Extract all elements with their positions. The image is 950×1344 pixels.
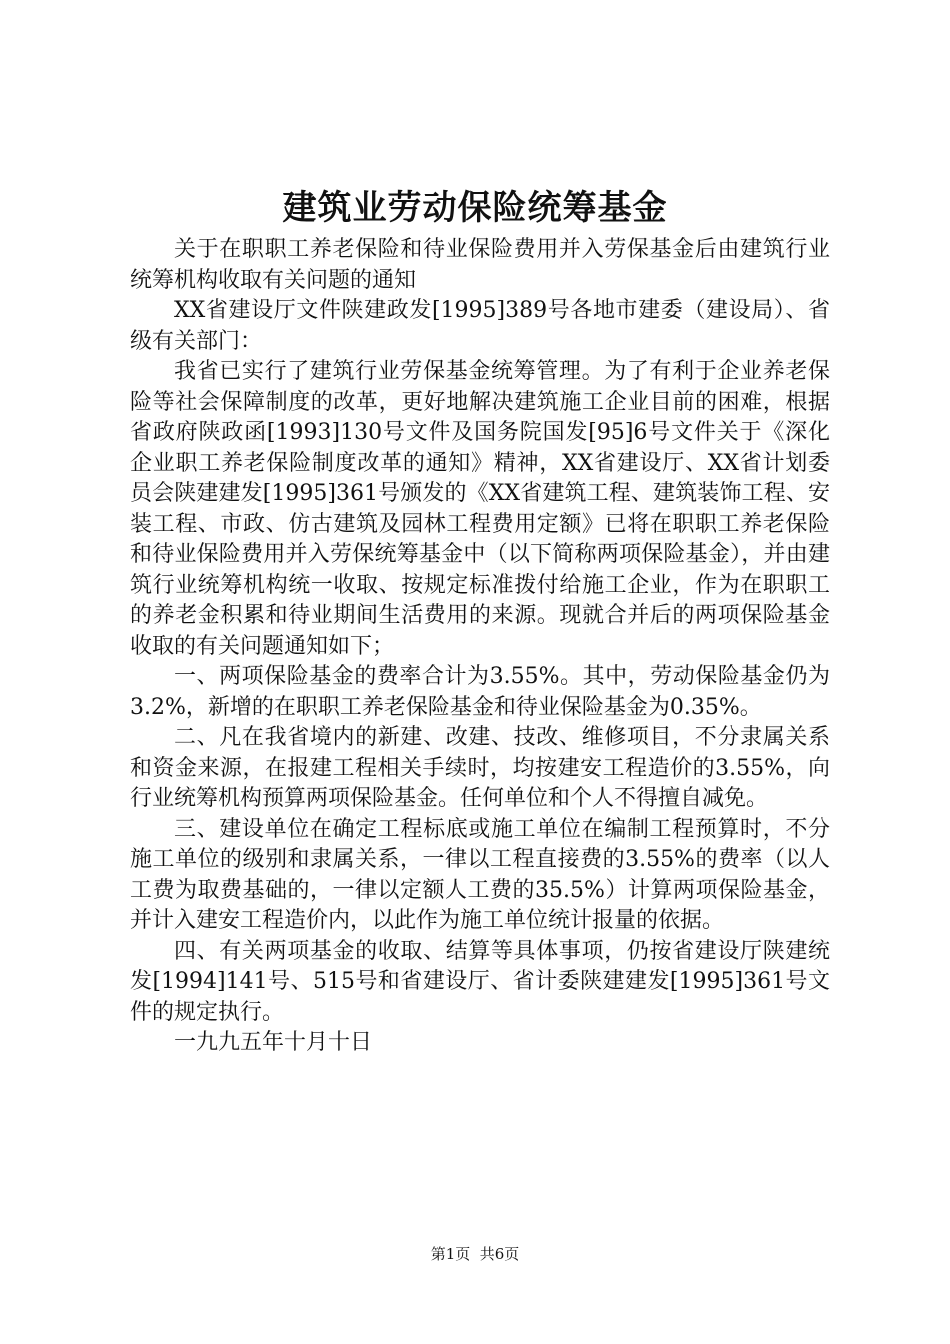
paragraph-item-one: 一、两项保险基金的费率合计为3.55%。其中，劳动保险基金仍为3.2%，新增的在职职工养老保险基金和待业保险基金为0.35%。 [130, 664, 830, 720]
paragraph-item-four: 四、有关两项基金的收取、结算等具体事项，仍按省建设厅陕建统发[1994]141号、515号和省建设厅、省计委陕建建发[1995]361号文件的规定执行。 [130, 938, 830, 1025]
paragraph-item-two: 二、凡在我省境内的新建、改建、技改、维修项目，不分隶属关系和资金来源，在报建工程相关手续时，均按建安工程造价的3.55%，向行业统筹机构预算两项保险基金。任何单位和个人不得擅自减免。 [130, 725, 830, 811]
paragraph-item-three: 三、建设单位在确定工程标底或施工单位在编制工程预算时，不分施工单位的级别和隶属关系，一律以工程直接费的3.55%的费率（以人工费为取费基础的，一律以定额人工费的35.5%）计算两项保险基金，并计入建安工程造价内，以此作为施工单位统计报量的依据。 [130, 816, 830, 933]
paragraph-document-number: XX省建设厅文件陕建政发[1995]389号各地市建委（建设局）、省级有关部门： [130, 298, 830, 354]
paragraph-date: 一九九五年十月十日 [174, 1030, 373, 1055]
paragraph-introduction: 我省已实行了建筑行业劳保基金统筹管理。为了有利于企业养老保险等社会保障制度的改革，更好地解决建筑施工企业目前的困难，根据省政府陕政函[1993]130号文件及国务院国发[95]6号文件关于《深化企业职工养老保险制度改革的通知》精神，XX省建设厅、XX省计划委员会陕建建发[1995]361号颁发的《XX省建筑工程、建筑装饰工程、安装工程、市政、仿古建筑及园林工程费用定额》已将在职职工养老保险和待业保险费用并入劳保统筹基金中（以下简称两项保险基金），并由建筑行业统筹机构统一收取、按规定标准拨付给施工企业，作为在职职工的养老金积累和待业期间生活费用的来源。现就合并后的两项保险基金收取的有关问题通知如下； [130, 359, 830, 659]
page-footer: 第1页 共6页 [430, 1245, 520, 1263]
paragraph-notice-title: 关于在职职工养老保险和待业保险费用并入劳保基金后由建筑行业统筹机构收取有关问题的通知 [130, 237, 830, 293]
document-body [130, 235, 830, 1059]
document-title: 建筑业劳动保险统筹基金 [282, 188, 668, 228]
